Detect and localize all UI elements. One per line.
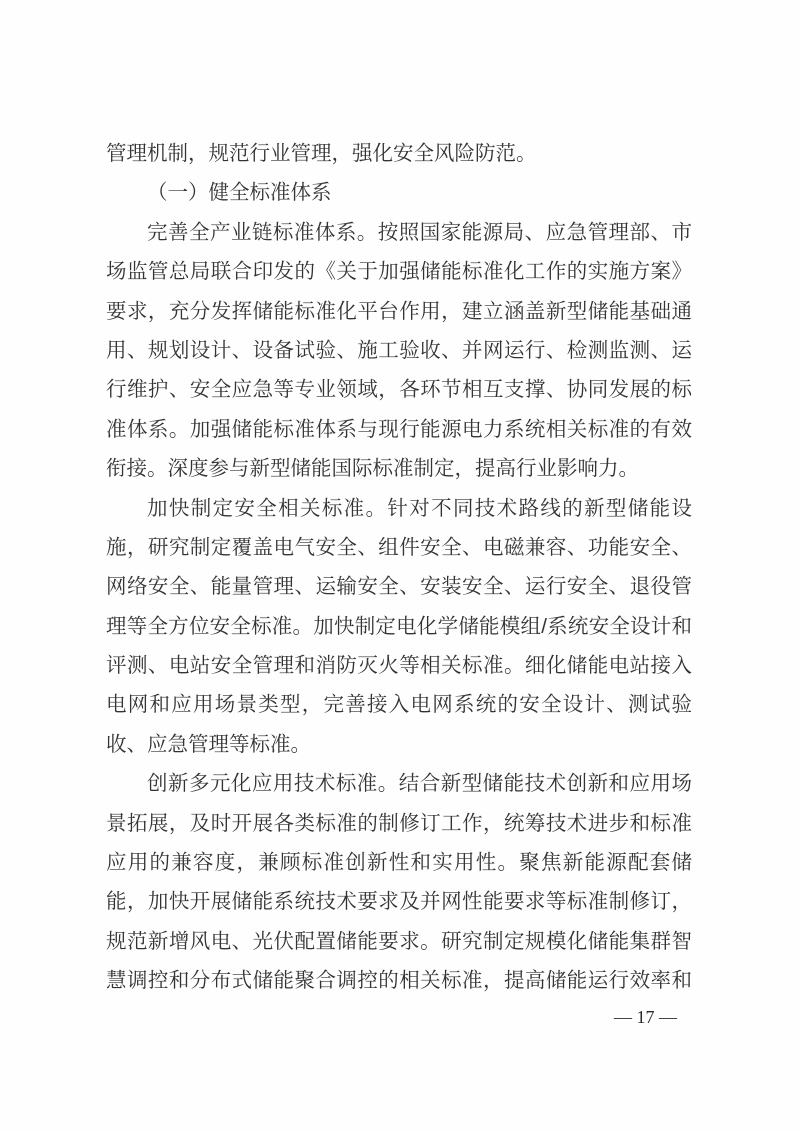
text-line: 能，加快开展储能系统技术要求及并网性能要求等标准制修订， [106, 890, 692, 914]
text-line: 完善全产业链标准体系。按照国家能源局、应急管理部、市 [147, 220, 692, 244]
text-line: 景拓展，及时开展各类标准的制修订工作，统筹技术进步和标准 [106, 811, 692, 835]
text-line: 评测、电站安全管理和消防灭火等相关标准。细化储能电站接入 [106, 654, 692, 678]
text-line: 管理机制，规范行业管理，强化安全风险防范。 [106, 142, 537, 165]
text-line: 用、规划设计、设备试验、施工验收、并网运行、检测监测、运 [106, 338, 692, 362]
page-number: — 17 — [614, 1007, 677, 1027]
text-line: 施，研究制定覆盖电气安全、组件安全、电磁兼容、功能安全、 [106, 535, 692, 559]
document-body [106, 134, 692, 1001]
text-line: 创新多元化应用技术标准。结合新型储能技术创新和应用场 [147, 772, 692, 796]
text-line: 电网和应用场景类型，完善接入电网系统的安全设计、测试验 [106, 693, 692, 717]
text-line: 应用的兼容度，兼顾标准创新性和实用性。聚焦新能源配套储 [106, 851, 692, 875]
section-heading: （一）健全标准体系 [147, 181, 332, 205]
text-line: 要求，充分发挥储能标准化平台作用，建立涵盖新型储能基础通 [106, 299, 692, 323]
text-line: 理等全方位安全标准。加快制定电化学储能模组/系统安全设计和 [106, 614, 692, 638]
text-line: 慧调控和分布式储能聚合调控的相关标准，提高储能运行效率和 [106, 969, 692, 993]
text-line: 准体系。加强储能标准体系与现行能源电力系统相关标准的有效 [106, 417, 692, 441]
text-line: 衔接。深度参与新型储能国际标准制定，提高行业影响力。 [106, 457, 639, 481]
text-line: 规范新增风电、光伏配置储能要求。研究制定规模化储能集群智 [106, 929, 692, 953]
text-line: 行维护、安全应急等专业领域，各环节相互支撑、协同发展的标 [106, 378, 692, 402]
text-line: 加快制定安全相关标准。针对不同技术路线的新型储能设 [147, 496, 692, 520]
text-line: 收、应急管理等标准。 [106, 732, 311, 756]
text-line: 场监管总局联合印发的《关于加强储能标准化工作的实施方案》 [106, 260, 692, 284]
text-line: 网络安全、能量管理、运输安全、安装安全、运行安全、退役管 [106, 575, 692, 599]
